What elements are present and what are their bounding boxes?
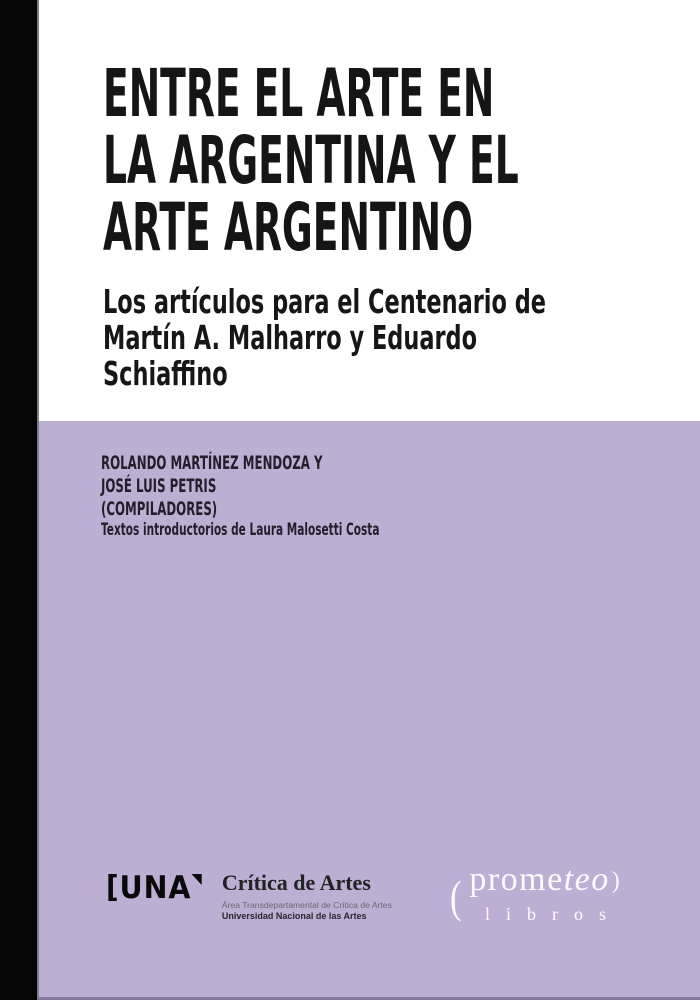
prometeo-name-italic: teo: [563, 861, 610, 898]
prometeo-open-mark-icon: (: [450, 871, 462, 922]
title-line-2: LA ARGENTINA Y EL: [103, 122, 519, 199]
una-logo-block: [106, 872, 392, 922]
author-line-2: JOSÉ LUIS PETRIS: [101, 475, 217, 497]
title-line-3: ARTE ARGENTINO: [103, 189, 474, 266]
critica-de-artes-label: Crítica de Artes: [221, 870, 371, 895]
prometeo-logo: [450, 860, 622, 924]
title-line-1: ENTRE EL ARTE EN: [103, 55, 495, 132]
author-line-1: ROLANDO MARTÍNEZ MENDOZA Y: [101, 452, 323, 474]
una-bracket-icon: [: [106, 870, 119, 905]
prometeo-name-regular: prome: [469, 861, 564, 898]
book-title: [103, 55, 519, 266]
una-logo-text: UNA: [119, 870, 192, 906]
una-logo: [106, 872, 202, 904]
spine-strip: [0, 0, 39, 1000]
author-line-3: (COMPILADORES): [101, 498, 218, 520]
prometeo-name: [469, 860, 622, 900]
una-flag-icon: [191, 874, 201, 885]
subtitle-line-1: Los artículos para el Centenario de: [103, 282, 547, 321]
book-subtitle: [103, 284, 546, 392]
area-transdepartamental-label: Área Transdepartamental de Crítica de Artes: [221, 900, 392, 910]
subtitle-line-2: Martín A. Malharro y Eduardo: [103, 318, 478, 357]
subtitle-line-3: Schiaffino: [103, 354, 228, 393]
prometeo-libros-label: libros: [485, 904, 623, 924]
critica-text-block: [222, 872, 392, 922]
authors-block: [101, 452, 323, 521]
universidad-nacional-label: Universidad Nacional de las Artes: [221, 911, 367, 921]
intro-credit: Textos introductorios de Laura Malosetti Costa: [101, 520, 380, 540]
prometeo-close-mark-icon: ): [611, 868, 622, 894]
